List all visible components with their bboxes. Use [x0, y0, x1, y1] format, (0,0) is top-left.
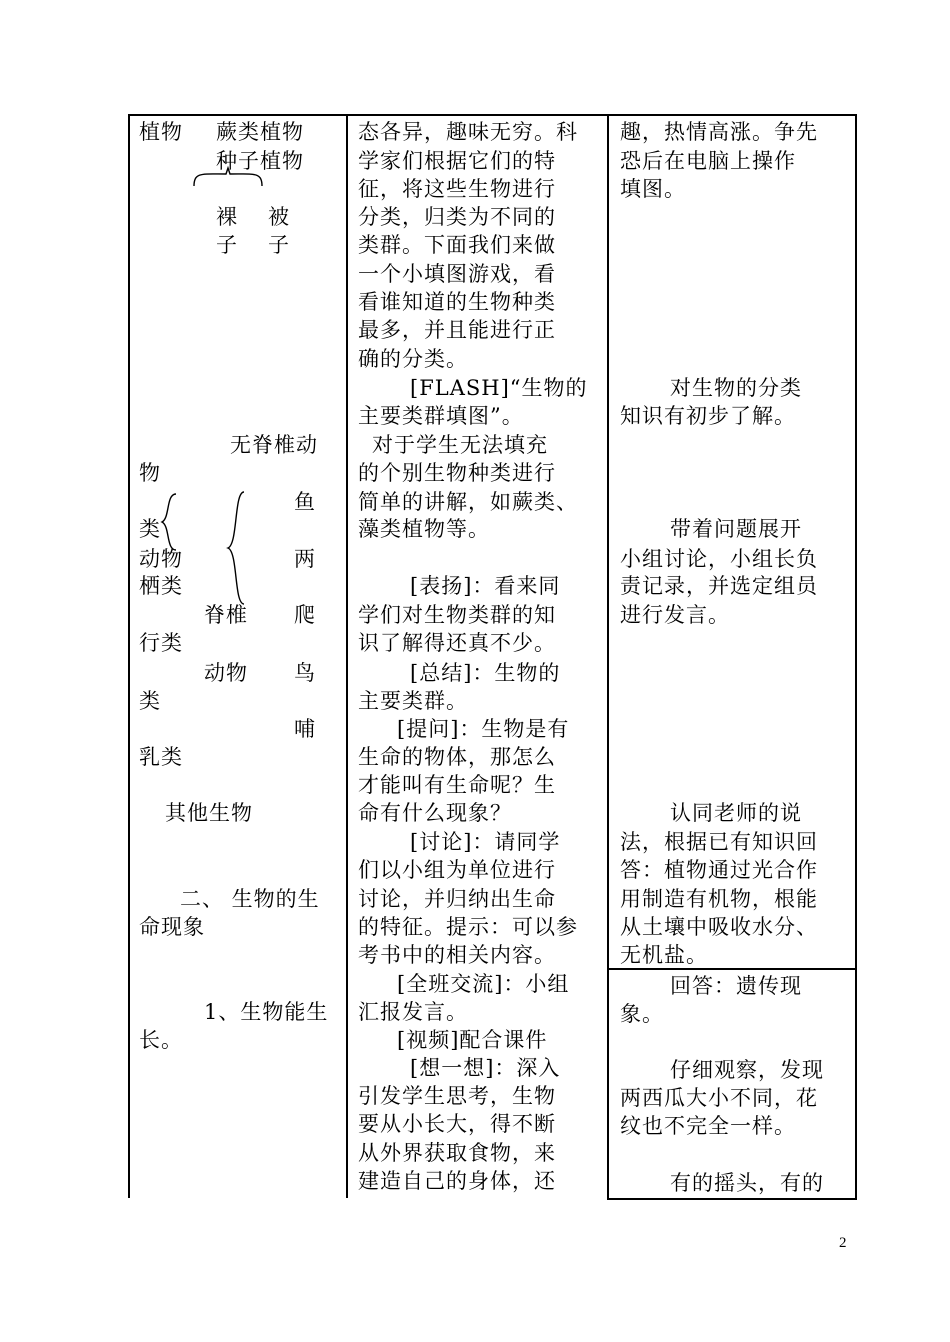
col2-line: 生命的物体，那怎么 [358, 745, 556, 769]
col1-text: 栖类 [139, 574, 183, 598]
col1-text: 类 [139, 517, 161, 541]
section-heading: 命现象 [139, 915, 205, 939]
page-number: 2 [839, 1235, 847, 1251]
col3-line: 小组讨论，小组长负 [620, 547, 818, 571]
table-left-border [128, 114, 130, 1198]
table-top-border [128, 114, 857, 116]
col1-text: 脊椎 [204, 603, 248, 627]
col3-line: 认同老师的说 [670, 801, 802, 825]
col2-line: [表扬]：看来同 [410, 574, 561, 598]
col1-text: 两 [294, 547, 316, 571]
col2-line: [视频]配合课件 [397, 1028, 548, 1052]
col1-text: 行类 [139, 631, 183, 655]
col1-text: 子 [216, 233, 238, 257]
col2-line: 的特征。提示：可以参 [358, 915, 578, 939]
col2-line: 类群。下面我们来做 [358, 233, 556, 257]
col1-text: 乳类 [139, 745, 183, 769]
col3-line: 纹也不完全一样。 [620, 1114, 796, 1138]
col1-text: 长。 [139, 1028, 183, 1052]
col3-line: 答：植物通过光合作 [620, 858, 818, 882]
col2-line: [FLASH]“生物的 [410, 376, 588, 400]
col1-text: 无脊椎动 [230, 433, 318, 457]
col2-line: 要从小长大，得不断 [358, 1112, 556, 1136]
col3-line: 进行发言。 [620, 603, 730, 627]
col3-line: 回答：遗传现 [670, 974, 802, 998]
col2-line: 们以小组为单位进行 [358, 858, 556, 882]
col3-line: 无机盐。 [620, 943, 708, 967]
col2-line: 简单的讲解，如蕨类、 [358, 490, 578, 514]
col3-line: 两西瓜大小不同，花 [620, 1086, 818, 1110]
col2-line: 对于学生无法填充 [372, 433, 548, 457]
col1-text: 蕨类植物 [216, 120, 304, 144]
col1-text: 裸 [216, 205, 238, 229]
col1-text: 动物 [139, 547, 183, 571]
col2-line: 才能叫有生命呢？生 [358, 773, 556, 797]
col1-text: 动物 [204, 661, 248, 685]
col2-line: 从外界获取食物，来 [358, 1141, 556, 1165]
col1-text: 1、生物能生 [204, 1000, 329, 1024]
col2-line: 一个小填图游戏，看 [358, 262, 556, 286]
col2-line: 学们对生物类群的知 [358, 603, 556, 627]
col2-line: [全班交流]：小组 [397, 972, 570, 996]
col2-line: [想一想]：深入 [410, 1056, 561, 1080]
vertebrate-brace [226, 490, 248, 606]
col2-line: 学家们根据它们的特 [358, 149, 556, 173]
col3-line: 仔细观察，发现 [670, 1058, 824, 1082]
section-heading: 二、 生物的生 [180, 887, 320, 911]
column-divider-2 [607, 114, 609, 1200]
col2-line: 主要类群。 [358, 689, 468, 713]
column-divider-1 [346, 114, 348, 1198]
col1-text: 类 [139, 689, 161, 713]
plant-brace [192, 166, 272, 188]
col2-line: 最多，并且能进行正 [358, 318, 556, 342]
col3-line: 知识有初步了解。 [620, 404, 796, 428]
col3-line: 象。 [620, 1002, 664, 1026]
col2-line: [讨论]：请同学 [410, 830, 561, 854]
col1-text: 子 [268, 233, 290, 257]
col3-bottom-border [607, 1198, 857, 1200]
col1-text: 其他生物 [165, 801, 253, 825]
col2-line: 分类，归类为不同的 [358, 205, 556, 229]
col3-line: 恐后在电脑上操作 [620, 149, 796, 173]
table-right-border [855, 114, 857, 1200]
col2-line: 建造自己的身体，还 [358, 1169, 556, 1193]
col2-line: 命有什么现象？ [358, 801, 512, 825]
col1-text: 种子植物 [216, 149, 304, 173]
col2-line: 考书中的相关内容。 [358, 943, 556, 967]
col1-text: 植物 [139, 120, 183, 144]
col1-text: 鱼 [294, 490, 316, 514]
col3-line: 从土壤中吸收水分、 [620, 915, 818, 939]
col3-line: 法，根据已有知识回 [620, 830, 818, 854]
col1-text: 被 [268, 205, 290, 229]
col1-text: 爬 [294, 603, 316, 627]
col3-line: 填图。 [620, 177, 686, 201]
col2-line: 态各异，趣味无穷。科 [358, 120, 578, 144]
col2-line: 主要类群填图”。 [358, 404, 524, 428]
col3-line: 趣，热情高涨。争先 [620, 120, 818, 144]
col1-text: 鸟 [294, 661, 316, 685]
col2-line: 征，将这些生物进行 [358, 177, 556, 201]
col2-line: 藻类植物等。 [358, 517, 490, 541]
col2-line: [总结]：生物的 [410, 661, 561, 685]
col3-line: 有的摇头，有的 [670, 1171, 824, 1195]
col2-line: 确的分类。 [358, 347, 468, 371]
col3-line: 带着问题展开 [670, 517, 802, 541]
col1-text: 物 [139, 461, 161, 485]
col2-line: 的个别生物种类进行 [358, 461, 556, 485]
col2-line: 引发学生思考，生物 [358, 1084, 556, 1108]
col2-line: 汇报发言。 [358, 1000, 468, 1024]
col2-line: 识了解得还真不少。 [358, 631, 556, 655]
col3-line: 责记录，并选定组员 [620, 574, 818, 598]
animal-brace [160, 492, 180, 552]
col2-line: [提问]：生物是有 [397, 717, 570, 741]
col3-line: 用制造有机物，根能 [620, 887, 818, 911]
col2-line: 讨论，并归纳出生命 [358, 887, 556, 911]
col1-text: 哺 [294, 717, 316, 741]
col3-line: 对生物的分类 [670, 376, 802, 400]
col2-line: 看谁知道的生物种类 [358, 290, 556, 314]
